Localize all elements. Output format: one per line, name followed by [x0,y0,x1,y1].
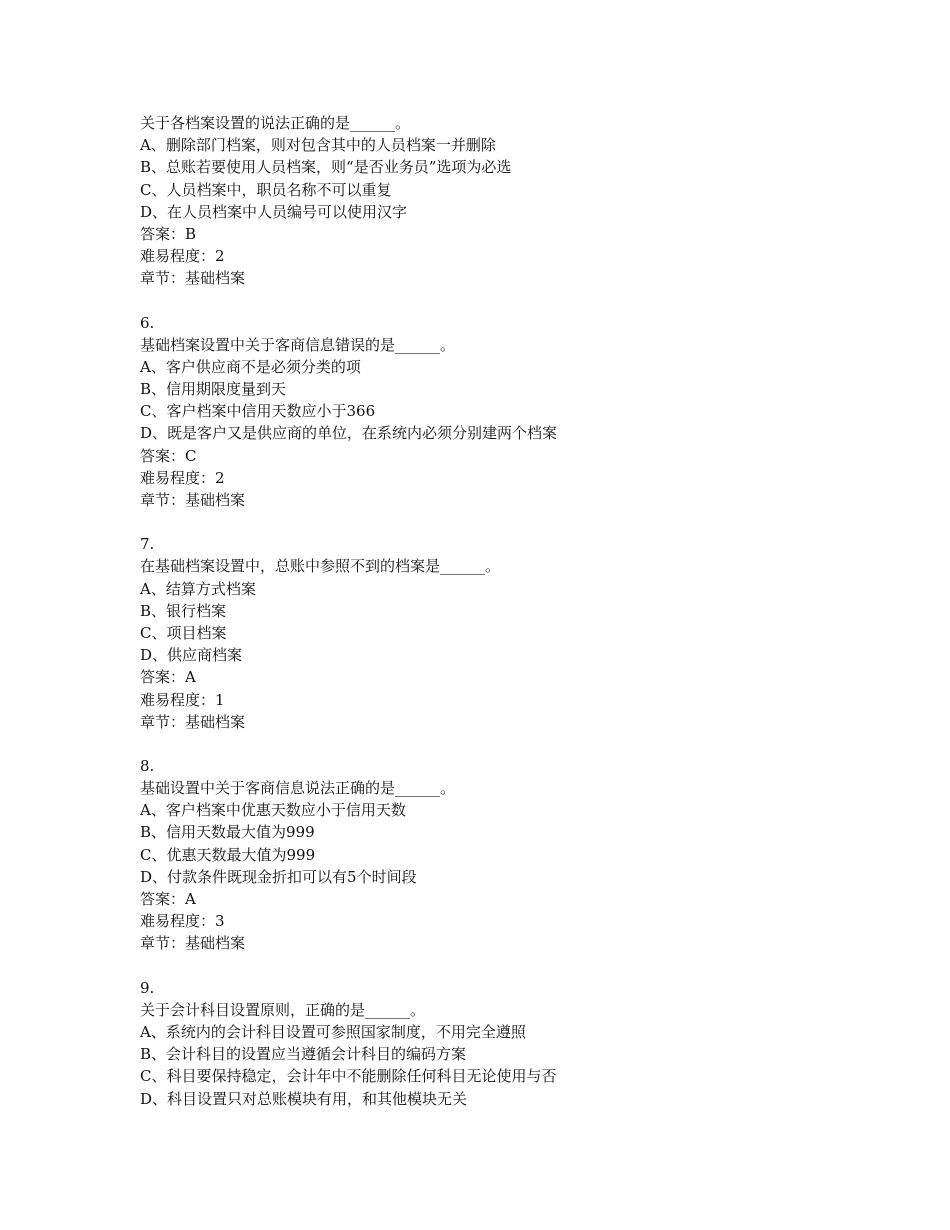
difficulty: 难易程度：3 [140,912,225,931]
answer: 答案：A [140,890,196,908]
question-5 [140,112,900,290]
option-d: D、既是客户又是供应商的单位，在系统内必须分别建两个档案 [140,424,558,443]
question-number: 8. [140,756,155,775]
chapter: 章节：基础档案 [140,712,246,731]
option-b: B、银行档案 [140,601,227,620]
difficulty: 难易程度：2 [140,468,225,487]
option-b: B、总账若要使用人员档案，则“是否业务员”选项为必选 [140,158,512,177]
document-page [140,112,900,1132]
option-c: C、人员档案中，职员名称不可以重复 [140,180,392,199]
option-d: D、付款条件既现金折扣可以有5个时间段 [140,867,417,886]
option-c: C、项目档案 [140,623,227,642]
question-9 [140,977,900,1110]
option-c: C、优惠天数最大值为999 [140,845,316,864]
question-stem: 基础档案设置中关于客商信息错误的是______。 [140,335,456,354]
option-b: B、会计科目的设置应当遵循会计科目的编码方案 [140,1045,467,1064]
question-number: 9. [140,978,155,997]
question-7 [140,533,900,733]
option-a: A、客户供应商不是必须分类的项 [140,357,361,376]
chapter: 章节：基础档案 [140,934,246,953]
question-number: 7. [140,535,155,554]
question-stem: 在基础档案设置中，总账中参照不到的档案是______。 [140,557,501,576]
question-stem: 基础设置中关于客商信息说法正确的是______。 [140,779,456,798]
option-c: C、科目要保持稳定，会计年中不能删除任何科目无论使用与否 [140,1067,557,1086]
question-stem: 关于各档案设置的说法正确的是______。 [140,114,411,132]
option-a: A、系统内的会计科目设置可参照国家制度，不用完全遵照 [140,1022,526,1041]
option-d: D、科目设置只对总账模块有用，和其他模块无关 [140,1089,468,1108]
answer: 答案：C [140,446,197,465]
question-6 [140,312,900,512]
option-d: D、供应商档案 [140,646,243,665]
difficulty: 难易程度：2 [140,247,225,266]
option-a: A、删除部门档案，则对包含其中的人员档案一并删除 [140,136,496,155]
question-8 [140,755,900,955]
answer: 答案：B [140,224,197,243]
option-c: C、客户档案中信用天数应小于366 [140,402,376,421]
chapter: 章节：基础档案 [140,491,246,509]
answer: 答案：A [140,668,196,687]
option-b: B、信用天数最大值为999 [140,823,315,842]
option-a: A、结算方式档案 [140,579,256,598]
question-stem: 关于会计科目设置原则，正确的是______。 [140,1000,426,1019]
chapter: 章节：基础档案 [140,269,246,288]
difficulty: 难易程度：1 [140,690,225,709]
question-number: 6. [140,313,155,332]
option-d: D、在人员档案中人员编号可以使用汉字 [140,202,408,221]
option-b: B、信用期限度量到天 [140,380,287,399]
option-a: A、客户档案中优惠天数应小于信用天数 [140,801,406,820]
